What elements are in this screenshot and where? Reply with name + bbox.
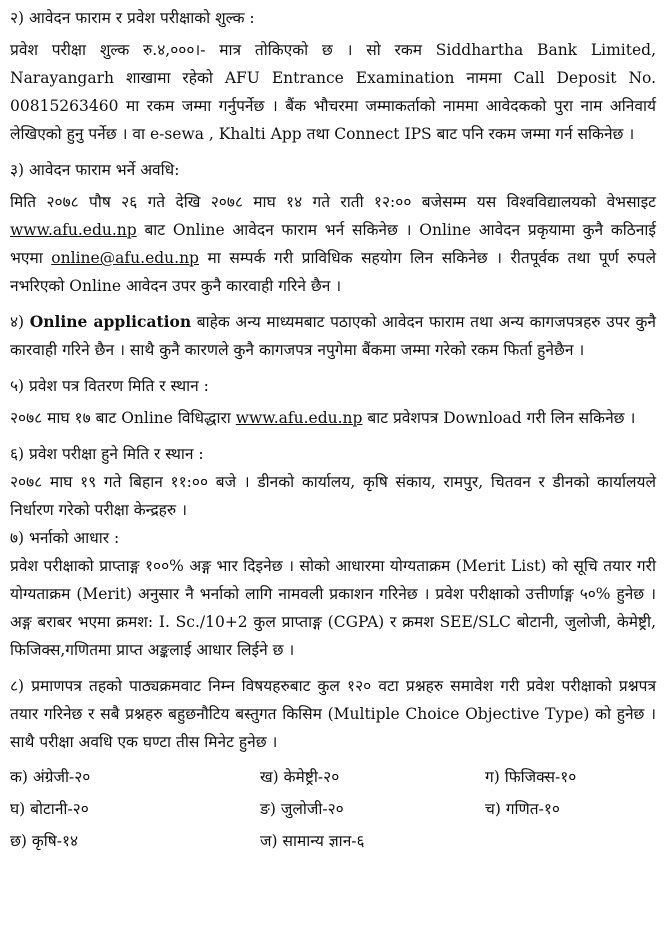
section-3-text-b: बाट Online आवेदन फाराम भर्न सकिनेछ । Online आवेदन प्रकृयामा कुनै कठिनाई भएमा <box>10 221 656 267</box>
section-5-text-a: २०७८ माघ १७ बाट Online विधिद्धारा <box>10 409 236 427</box>
notice-document <box>10 4 656 852</box>
subject-item: घ) बोटानी-२० <box>10 800 89 818</box>
section-2-heading: २) आवेदन फाराम र प्रवेश परीक्षाको शुल्क : <box>10 9 255 27</box>
email-link[interactable]: online@afu.edu.np <box>51 249 199 267</box>
section-5-text-b: बाट प्रवेशपत्र Download गरी लिन सकिनेछ । <box>362 409 636 427</box>
subject-item: ज) सामान्य ज्ञान-६ <box>260 832 365 850</box>
section-3-body <box>10 188 656 300</box>
subject-item: छ) कृषि-१४ <box>10 832 79 850</box>
section-7-body: प्रवेश परीक्षाको प्राप्ताङ्ग १००% अङ्ग भार दिइनेछ । सोको आधारमा योग्यताक्रम (Merit List) को सूचि तयार गरी योग्यताक्रम (Merit) अनुसार नै भर्नाको लागि नामवली प्रकाशन गरिनेछ । प्रवेश परीक्षाको उत्तीर्णाङ्ग ५०% हुनेछ । अङ्ग बराबर भएमा क्रमश: I. Sc./10+2 कुल प्राप्ताङ्ग (CGPA) र क्रमश SEE/SLC बोटानी, जुलोजी, केमेष्ट्री, फिजिक्स,गणितमा प्राप्त अङ्कलाई आधार लिईने छ । <box>10 557 656 659</box>
section-4-text: बाहेक अन्य माध्यमबाट पठाएको आवेदन फाराम तथा अन्य कागजपत्रहरु उपर कुनै कारवाही गरिने छैन । साथै कुनै कारणले कुनै कागजपत्र नपुगेमा बैंकमा जम्मा गरेको रकम फिर्ता हुनेछैन । <box>10 313 656 359</box>
online-application-label: Online application <box>29 312 192 331</box>
section-4-body <box>10 308 656 364</box>
subject-item: ख) केमेष्ट्री-२० <box>260 768 340 786</box>
section-5-body <box>10 404 656 432</box>
subject-item: च) गणित-१० <box>485 800 560 818</box>
section-2-body: प्रवेश परीक्षा शुल्क रु.४,०००।- मात्र तोकिएको छ । सो रकम Siddhartha Bank Limited, Narayangarh शाखामा रहेको AFU Entrance Examination नाममा Call Deposit No. 00815263460 मा रकम जम्मा गर्नुपर्नेछ । बैंक भौचरमा जम्माकर्ताको नाममा आवेदकको पुरा नाम अनिवार्य लेखिएको हुनु पर्नेछ । वा e-sewa , Khalti App तथा Connect IPS बाट पनि रकम जम्मा गर्न सकिनेछ । <box>10 41 656 143</box>
subject-item: ग) फिजिक्स-१० <box>485 768 577 786</box>
section-8-body: ८) प्रमाणपत्र तहको पाठ्यक्रमवाट निम्न विषयहरुबाट कुल १२० वटा प्रश्नहरु समावेश गरी प्रवेश परीक्षाको प्रश्नपत्र तयार गरिनेछ र सबै प्रश्नहरु बहुछनौटिय बस्तुगत किसिम (Multiple Choice Objective Type) को हुनेछ । साथै परीक्षा अवधि एक घण्टा तीस मिनेट हुनेछ । <box>10 677 656 751</box>
section-4-number: ४) <box>10 313 30 331</box>
section-3-text-c: मा सम्पर्क गरी प्राविधिक सहयोग लिन सकिनेछ । रीतपूर्वक तथा पूर्ण रुपले नभरिएको Online आवेदन उपर कुनै कारवाही गरिने छैन । <box>10 249 656 295</box>
website-link[interactable]: www.afu.edu.np <box>10 221 137 239</box>
section-3-heading: ३) आवेदन फाराम भर्ने अवधि: <box>10 161 180 179</box>
subject-item: ङ) जुलोजी-२० <box>260 800 344 818</box>
website-link-2[interactable]: www.afu.edu.np <box>235 409 363 427</box>
section-7-heading: ७) भर्नाको आधार : <box>10 529 120 547</box>
section-6-body: २०७८ माघ १९ गते बिहान ११:०० बजे । डीनको कार्यालय, कृषि संकाय, रामपुर, चितवन र डीनको कार्यालयले निर्धारण गरेको परीक्षा केन्द्रहरु । <box>10 473 656 519</box>
section-3-text-a: मिति २०७८ पौष २६ गते देखि २०७८ माघ १४ गते राती १२:०० बजेसम्म यस विश्वविद्यालयको वेभसाइट <box>10 193 656 211</box>
subject-list <box>10 766 656 852</box>
subject-item: क) अंग्रेजी-२० <box>10 768 91 786</box>
section-5-heading: ५) प्रवेश पत्र वितरण मिति र स्थान : <box>10 377 209 395</box>
section-6-heading: ६) प्रवेश परीक्षा हुने मिति र स्थान : <box>10 445 204 463</box>
